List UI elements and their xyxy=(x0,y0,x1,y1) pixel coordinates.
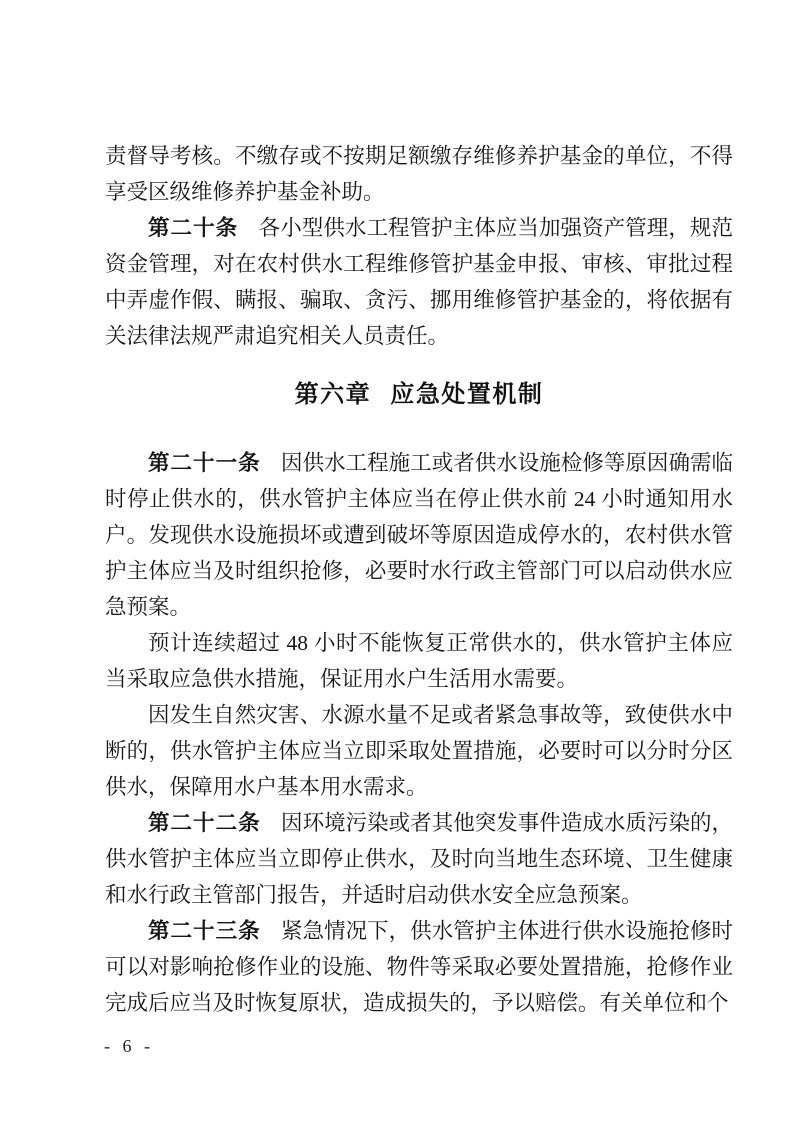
paragraph-text: 因供水工程施工或者供水设施检修等原因确需临时停止供水的，供水管护主体应当在停止供水前 24 小时通知用水户。发现供水设施损坏或遭到破坏等原因造成停水的，农村供水管护主体应当及时组织抢修，必要时水行政主管部门可以启动供水应急预案。 xyxy=(105,451,733,619)
article-number-label: 第二十二条 xyxy=(148,811,261,835)
article-number-label: 第二十一条 xyxy=(148,451,261,475)
body-paragraph xyxy=(105,210,733,354)
body-paragraph xyxy=(105,625,733,697)
body-paragraph xyxy=(105,697,733,805)
paragraph-text: 责督导考核。不缴存或不按期足额缴存维修养护基金的单位，不得享受区级维修养护基金补助。 xyxy=(105,144,733,204)
page-number: - 6 - xyxy=(104,1036,154,1056)
paragraph-text: 预计连续超过 48 小时不能恢复正常供水的，供水管护主体应当采取应急供水措施，保证用水户生活用水需要。 xyxy=(105,631,733,691)
paragraph-text: 各小型供水工程管护主体应当加强资产管理，规范资金管理，对在农村供水工程维修管护基金申报、审核、审批过程中弄虚作假、瞒报、骗取、贪污、挪用维修管护基金的，将依据有关法律法规严肃追究相关人员责任。 xyxy=(105,216,733,348)
chapter-number: 第六章 xyxy=(294,381,372,408)
article-number-label: 第二十三条 xyxy=(148,919,261,943)
body-paragraph xyxy=(105,805,733,913)
body-paragraph xyxy=(105,445,733,625)
article-number-label: 第二十条 xyxy=(148,216,239,240)
paragraph-text: 因发生自然灾害、水源水量不足或者紧急事故等，致使供水中断的，供水管护主体应当立即采取处置措施，必要时可以分时分区供水，保障用水户基本用水需求。 xyxy=(105,703,733,799)
chapter-title: 应急处置机制 xyxy=(390,381,544,408)
body-paragraph xyxy=(105,913,733,1021)
paragraph-text: 因环境污染或者其他突发事件造成水质污染的，供水管护主体应当立即停止供水，及时向当地生态环境、卫生健康和水行政主管部门报告，并适时启动供水安全应急预案。 xyxy=(105,811,733,907)
chapter-heading xyxy=(105,377,733,413)
paragraph-text: 紧急情况下，供水管护主体进行供水设施抢修时可以对影响抢修作业的设施、物件等采取必要处置措施，抢修作业完成后应当及时恢复原状，造成损失的，予以赔偿。有关单位和个 xyxy=(105,919,733,1015)
document-body xyxy=(105,138,733,1021)
body-paragraph xyxy=(105,138,733,210)
